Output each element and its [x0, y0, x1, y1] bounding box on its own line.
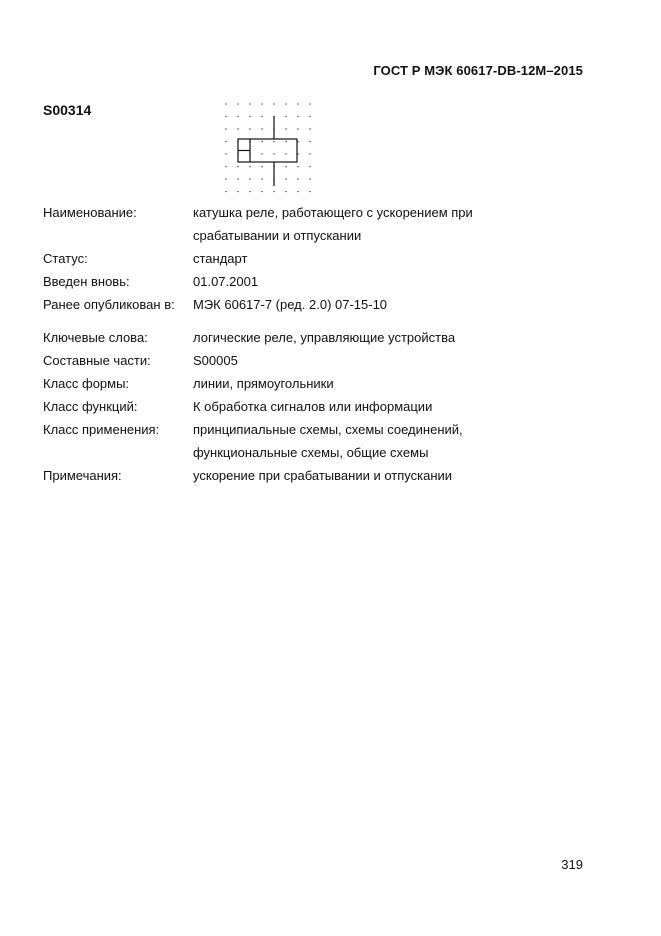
property-label: Класс функций: [43, 399, 138, 414]
property-label: Составные части: [43, 353, 151, 368]
property-value-line: срабатывании и отпускании [193, 228, 362, 243]
property-row [43, 247, 563, 270]
grid-dot [261, 166, 263, 168]
grid-dot [273, 103, 275, 105]
property-row [43, 418, 563, 464]
document-header: ГОСТ Р МЭК 60617-DB-12M–2015 [373, 63, 583, 78]
grid-dot [285, 166, 287, 168]
property-value-line: логические реле, управляющие устройства [193, 330, 456, 345]
grid-dot [225, 141, 227, 143]
property-row [43, 270, 563, 293]
grid-dot [225, 191, 227, 193]
grid-dot [297, 178, 299, 180]
grid-dot [273, 191, 275, 193]
grid-dot [297, 191, 299, 193]
grid-dot [249, 128, 251, 130]
symbol-code: S00314 [43, 102, 92, 118]
grid-dot [285, 178, 287, 180]
grid-dot [273, 153, 275, 155]
grid-dot [309, 103, 311, 105]
grid-dot [309, 153, 311, 155]
grid-dot [225, 153, 227, 155]
property-value-line: К обработка сигналов или информации [193, 399, 433, 414]
grid-dot [225, 178, 227, 180]
grid-dot [237, 178, 239, 180]
property-value-line: функциональные схемы, общие схемы [193, 445, 429, 460]
grid-dot [261, 153, 263, 155]
property-value [193, 201, 563, 247]
grid-dot [309, 178, 311, 180]
property-row [43, 201, 563, 247]
grid-dot [249, 166, 251, 168]
property-value [193, 464, 563, 487]
property-row [43, 349, 563, 372]
property-value [193, 247, 563, 270]
property-label: Статус: [43, 251, 88, 266]
page-number: 319 [561, 857, 583, 872]
grid-dot [285, 153, 287, 155]
grid-dot [273, 141, 275, 143]
grid-dot [237, 103, 239, 105]
property-value [193, 372, 563, 395]
property-label: Ключевые слова: [43, 330, 148, 345]
grid-dot [261, 116, 263, 118]
grid-dot [261, 103, 263, 105]
property-value-line: ускорение при срабатывании и отпускании [193, 468, 453, 483]
property-row [43, 326, 563, 349]
properties-table [43, 201, 563, 487]
property-value [193, 326, 563, 349]
property-label: Класс формы: [43, 376, 130, 391]
property-label: Ранее опубликован в: [43, 297, 175, 312]
property-row [43, 293, 563, 316]
property-value [193, 293, 563, 316]
relay-coil-symbol-icon [221, 98, 317, 200]
property-value-line: катушка реле, работающего с ускорением при [193, 205, 473, 220]
grid-dot [309, 116, 311, 118]
grid-dot [249, 116, 251, 118]
grid-dot [237, 128, 239, 130]
grid-dot [297, 116, 299, 118]
grid-dot [261, 178, 263, 180]
property-row [43, 372, 563, 395]
grid-dot [237, 191, 239, 193]
grid-dot [249, 178, 251, 180]
property-value-line: линии, прямоугольники [193, 376, 334, 391]
grid-dot [285, 128, 287, 130]
grid-dot [249, 191, 251, 193]
property-row [43, 395, 563, 418]
grid-dot [309, 141, 311, 143]
grid-dot [225, 116, 227, 118]
grid-dot [309, 166, 311, 168]
property-value-line: S00005 [193, 353, 238, 368]
property-value-line: принципиальные схемы, схемы соединений, [193, 422, 463, 437]
grid-dot [225, 166, 227, 168]
grid-dot [285, 191, 287, 193]
grid-dot [309, 191, 311, 193]
grid-dot [237, 166, 239, 168]
grid-dot [297, 166, 299, 168]
property-value-line: стандарт [193, 251, 248, 266]
property-label: Введен вновь: [43, 274, 130, 289]
grid-dot [225, 128, 227, 130]
property-label: Примечания: [43, 468, 122, 483]
grid-dot [225, 103, 227, 105]
grid-dot [297, 103, 299, 105]
property-value [193, 349, 563, 372]
property-value [193, 418, 563, 464]
grid-dot [309, 128, 311, 130]
grid-dot [237, 116, 239, 118]
grid-dot [285, 116, 287, 118]
grid-dot [261, 128, 263, 130]
property-value-line: МЭК 60617-7 (ред. 2.0) 07-15-10 [193, 297, 388, 312]
grid-dot [297, 128, 299, 130]
property-row [43, 464, 563, 487]
property-value [193, 270, 563, 293]
property-label: Класс применения: [43, 422, 160, 437]
grid-dot [249, 103, 251, 105]
grid-dot [261, 141, 263, 143]
property-value [193, 395, 563, 418]
grid-dot [285, 141, 287, 143]
grid-dot [261, 191, 263, 193]
property-label: Наименование: [43, 205, 137, 220]
property-value-line: 01.07.2001 [193, 274, 259, 289]
grid-dot [285, 103, 287, 105]
